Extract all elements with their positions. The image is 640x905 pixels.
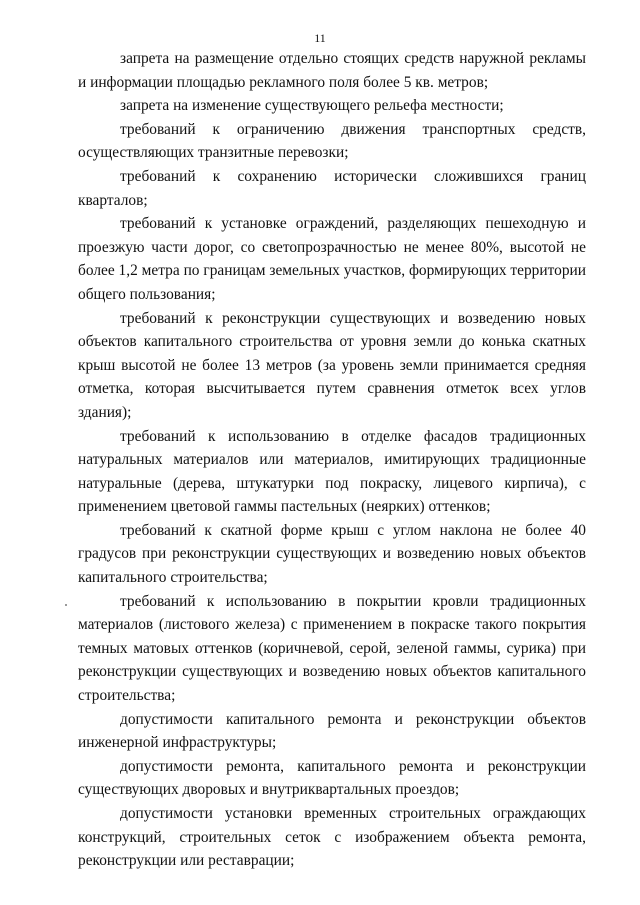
paragraph-block-boundaries: требований к сохранению исторически сложившихся границ кварталов; [78,167,586,209]
paragraph-roof-materials: требований к использованию в покрытии кровли традиционных материалов (листового железа) с применением в покраске такого покрытия темных матовых оттенков (коричневой, серой, зеленой гаммы, сурика) при реконструкции существующих и возведению новых объектов капитального строительства; [78,592,586,705]
scan-speck [65,604,67,606]
page-number: 11 [314,31,326,45]
paragraph-facade-materials: требований к использованию в отделке фасадов традиционных натуральных материалов или материалов, имитирующих традиционные натуральные (дерева, штукатурки под покраску, лицевого кирпича), с применением цветовой гаммы пастельных (неярких) оттенков; [78,427,586,516]
paragraph-billboard-ban: запрета на размещение отдельно стоящих средств наружной рекламы и информации площадью рекламного поля более 5 кв. метров; [78,50,586,91]
paragraph-driveways: допустимости ремонта, капитального ремонта и реконструкции существующих дворовых и внутриквартальных проездов; [78,757,586,799]
paragraph-fences: требований к установке ограждений, разделяющих пешеходную и проезжую части дорог, со светопрозрачностью не менее 80%, высотой не более 1,2 метра по границам земельных участков, формирующих территории общего пользования; [78,215,586,303]
document-body [78,47,586,873]
paragraph-relief-ban: запрета на изменение существующего рельефа местности; [120,97,504,115]
paragraph-transit-traffic: требований к ограничению движения транспортных средств, осуществляющих транзитные перевозки; [78,120,586,162]
paragraph-engineering-infrastructure: допустимости капитального ремонта и реконструкции объектов инженерной инфраструктуры; [78,710,586,752]
paragraph-building-height: требований к реконструкции существующих и возведению новых объектов капитального строительства от уровня земли до конька скатных крыш высотой не более 13 метров (за уровень земли принимается средняя отметка, которая высчитывается путем сравнения отметок всех углов здания); [78,309,586,421]
paragraph-construction-fences: допустимости установки временных строительных ограждающих конструкций, строительных сеток с изображением объекта ремонта, реконструкции или реставрации; [78,805,586,870]
paragraph-roof-shape: требований к скатной форме крыш с углом наклона не более 40 градусов при реконструкции существующих и возведению новых объектов капитального строительства; [78,521,586,587]
